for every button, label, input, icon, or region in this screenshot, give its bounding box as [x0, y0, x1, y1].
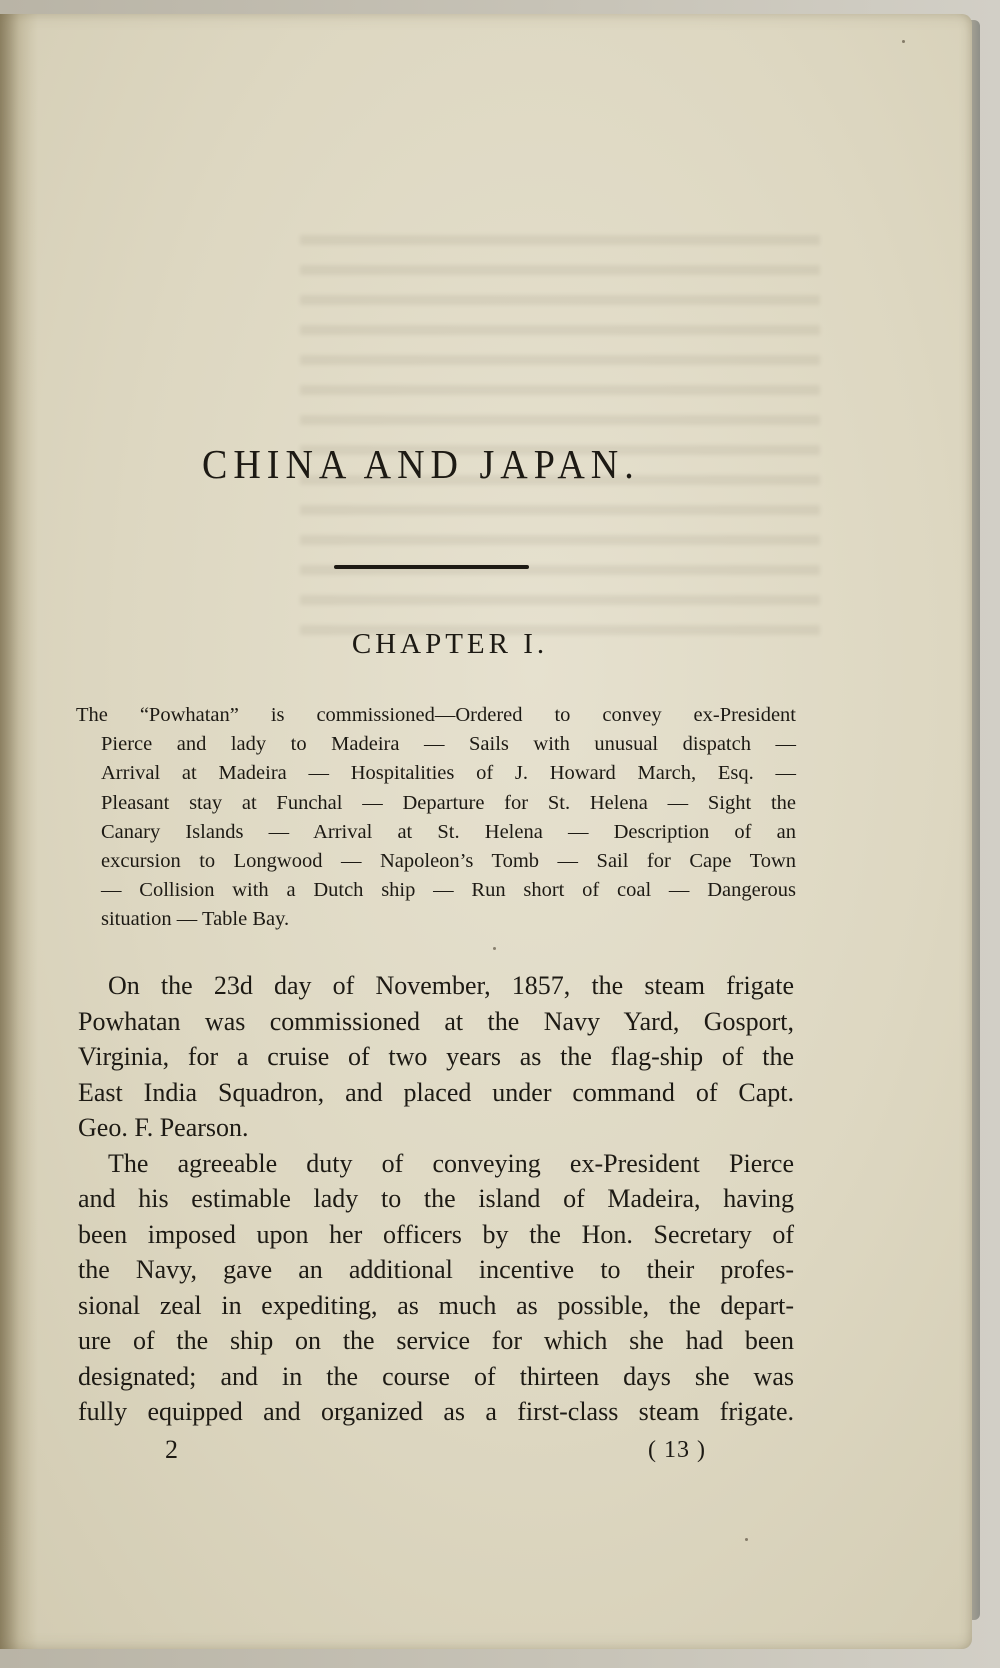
body-line: the Navy, gave an additional incentive to their profes-: [78, 1255, 794, 1284]
synopsis-line: excursion to Longwood — Napoleon’s Tomb — Sail for Cape Town: [101, 849, 796, 872]
body-line: East India Squadron, and placed under command of Capt.: [78, 1077, 794, 1107]
body-line: The agreeable duty of conveying ex-President Pierce: [108, 1148, 794, 1178]
chapter-body: [78, 968, 794, 1430]
body-line: designated; and in the course of thirteen days she was: [78, 1361, 794, 1391]
title-divider-rule: [334, 565, 529, 569]
body-line: On the 23d day of November, 1857, the steam frigate: [108, 971, 794, 1000]
synopsis-line: Pleasant stay at Funchal — Departure for St. Helena — Sight the: [101, 791, 796, 814]
paper-speck: [745, 1538, 748, 1541]
synopsis-line: The “Powhatan” is commissioned—Ordered to convey ex-President: [76, 704, 796, 726]
page-number: ( 13 ): [648, 1437, 706, 1463]
synopsis-line: Arrival at Madeira — Hospitalities of J. Howard March, Esq. —: [101, 762, 796, 785]
body-line: been imposed upon her officers by the Hon. Secretary of: [78, 1219, 794, 1249]
body-line: Virginia, for a cruise of two years as the flag-ship of the: [78, 1042, 794, 1071]
synopsis-line: situation — Table Bay.: [101, 908, 290, 931]
body-line: sional zeal in expediting, as much as possible, the depart-: [78, 1290, 794, 1320]
chapter-synopsis: [76, 701, 796, 935]
chapter-heading: CHAPTER I.: [351, 628, 549, 660]
synopsis-line: — Collision with a Dutch ship — Run short of coal — Dangerous: [101, 879, 796, 902]
binding-gutter-shadow: [0, 14, 38, 1649]
paper-speck: [902, 40, 905, 43]
body-line: ure of the ship on the service for which she had been: [78, 1326, 794, 1355]
synopsis-line: Pierce and lady to Madeira — Sails with unusual dispatch —: [101, 733, 796, 756]
body-line: fully equipped and organized as a first-class steam frigate.: [78, 1397, 794, 1426]
signature-mark: 2: [165, 1435, 178, 1464]
book-title: CHINA AND JAPAN.: [202, 442, 640, 488]
synopsis-line: Canary Islands — Arrival at St. Helena — Description of an: [101, 820, 796, 843]
body-line: Geo. F. Pearson.: [78, 1113, 249, 1142]
paper-speck: [493, 947, 496, 950]
body-line: and his estimable lady to the island of Madeira, having: [78, 1184, 794, 1213]
body-line: Powhatan was commissioned at the Navy Yard, Gosport,: [78, 1006, 794, 1036]
